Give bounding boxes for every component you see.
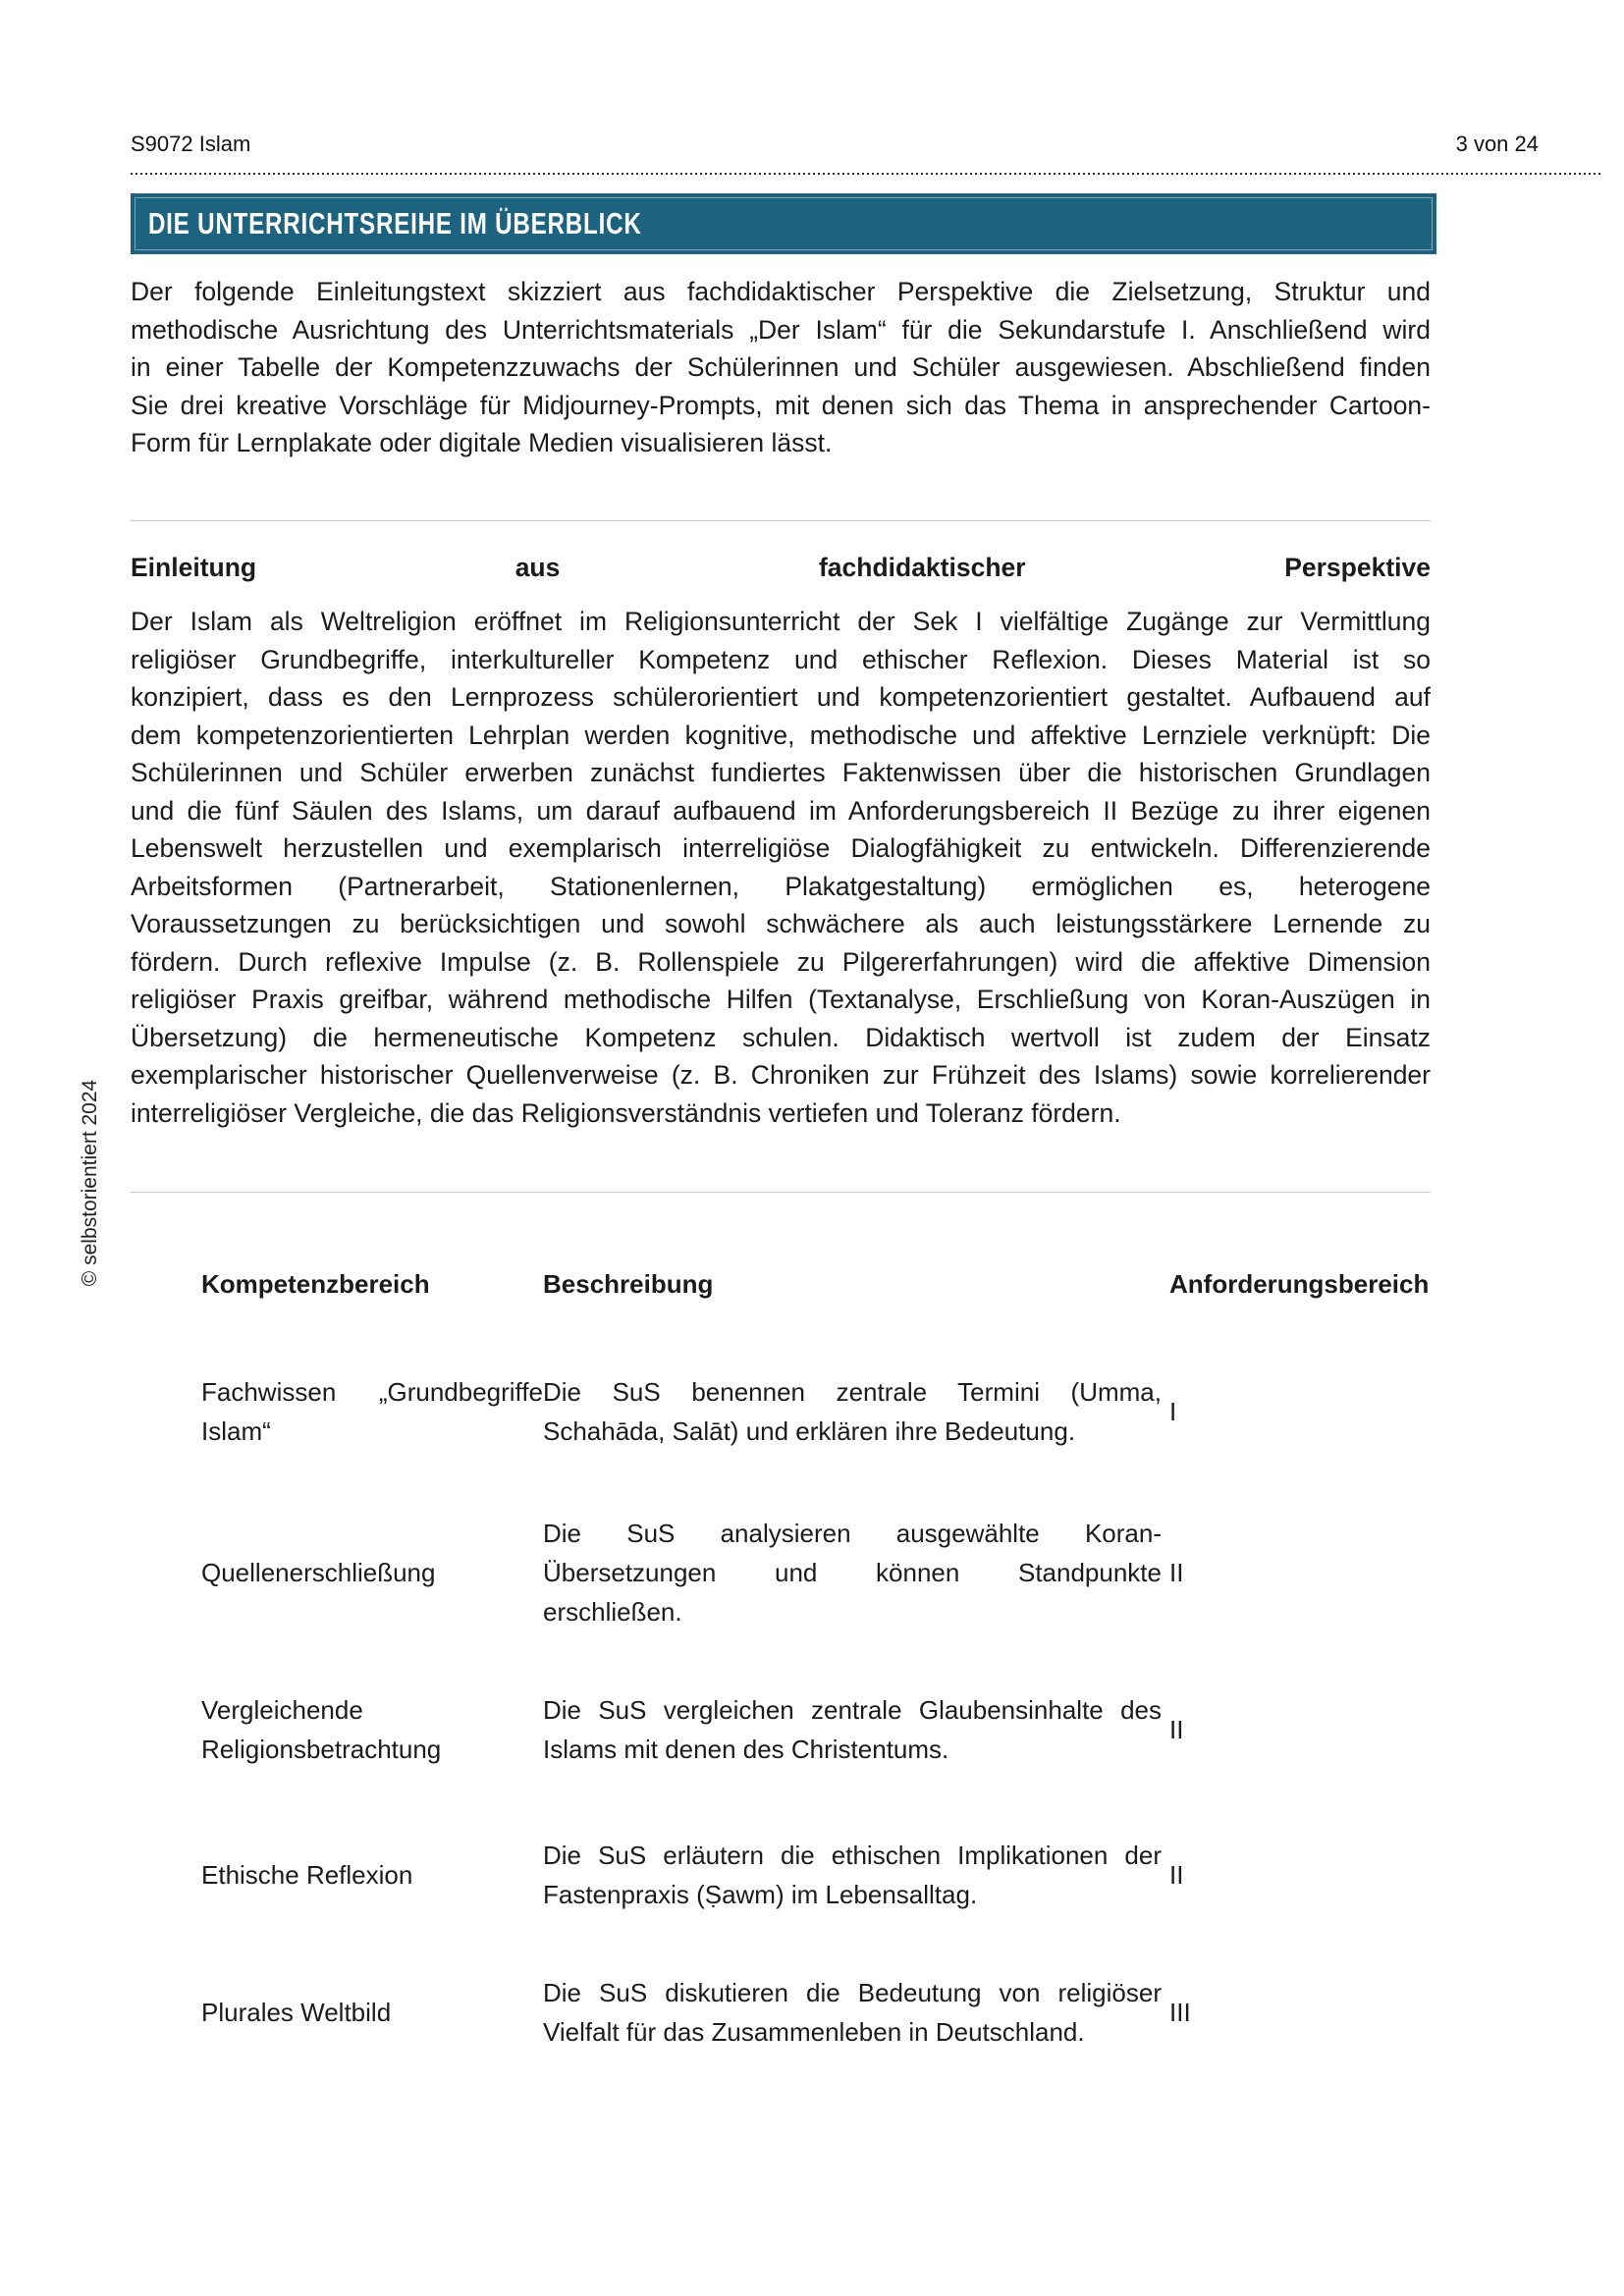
cell-line: Religionsbetrachtung bbox=[201, 1735, 442, 1764]
paragraph-line: Übersetzung) die hermeneutische Kompetenz schulen. Didaktisch wertvoll ist zudem der Einsatz bbox=[131, 1022, 1431, 1052]
table-row bbox=[131, 1836, 1431, 1914]
cell-line: Die SuS analysieren ausgewählte Koran- bbox=[543, 1519, 1162, 1548]
cell-kompetenzbereich bbox=[131, 1855, 543, 1895]
table-header-row bbox=[131, 1264, 1431, 1304]
table-row bbox=[131, 1372, 1431, 1451]
section-divider bbox=[131, 520, 1431, 521]
page-header bbox=[131, 132, 1539, 157]
cell-beschreibung bbox=[543, 1690, 1162, 1769]
column-header-kompetenzbereich: Kompetenzbereich bbox=[201, 1269, 430, 1299]
cell-line: Fachwissen „Grundbegriffe bbox=[201, 1377, 543, 1407]
paragraph-line: Der Islam als Weltreligion eröffnet im Religionsunterricht der Sek I vielfältige Zugänge zur Vermittlung bbox=[131, 607, 1431, 636]
paragraph-line: Schülerinnen und Schüler erwerben zunächst fundiertes Faktenwissen über die historischen Grundlagen bbox=[131, 758, 1431, 787]
paragraph-line: methodische Ausrichtung des Unterrichtsmaterials „Der Islam“ für die Sekundarstufe I. Anschließend wird bbox=[131, 314, 1431, 345]
banner-title: DIE UNTERRICHTSREIHE IM ÜBERBLICK bbox=[147, 206, 642, 240]
cell-line: Quellenerschließung bbox=[201, 1558, 436, 1587]
paragraph-line: fördern. Durch reflexive Impulse (z. B. Rollenspiele zu Pilgererfahrungen) wird die affektive Dimension bbox=[131, 946, 1431, 977]
doc-code: S9072 Islam bbox=[131, 132, 251, 156]
paragraph-line: in einer Tabelle der Kompetenzzuwachs der Schülerinnen und Schüler ausgewiesen. Abschließend finden bbox=[131, 352, 1431, 382]
cell-line: Ethische Reflexion bbox=[201, 1860, 413, 1890]
paragraph-line: religiöser Praxis greifbar, während methodische Hilfen (Textanalyse, Erschließung von Koran-Auszügen in bbox=[131, 985, 1431, 1014]
section-divider bbox=[131, 1192, 1431, 1193]
cell-kompetenzbereich bbox=[131, 1372, 543, 1451]
intro-paragraph bbox=[131, 273, 1431, 462]
cell-anforderungsbereich: II bbox=[1169, 1558, 1184, 1587]
heading-word: aus bbox=[514, 553, 561, 582]
cell-beschreibung bbox=[543, 1372, 1162, 1451]
column-header-anforderungsbereich: Anforderungsbereich bbox=[1169, 1269, 1430, 1299]
paragraph-line: Voraussetzungen zu berücksichtigen und sowohl schwächere als auch leistungsstärkere Lernende zu bbox=[131, 909, 1431, 938]
section-heading bbox=[131, 553, 1431, 583]
cell-line: Die SuS erläutern die ethischen Implikationen der bbox=[543, 1841, 1162, 1870]
paragraph-line: konzipiert, dass es den Lernprozess schülerorientiert und kompetenzorientiert gestaltet. Aufbauend auf bbox=[131, 682, 1431, 712]
cell-anforderungsbereich: II bbox=[1169, 1715, 1184, 1744]
heading-word: Einleitung bbox=[131, 553, 257, 582]
cell-kompetenzbereich bbox=[131, 1690, 543, 1769]
cell-anforderungsbereich: II bbox=[1169, 1860, 1184, 1890]
heading-word: fachdidaktischer bbox=[818, 553, 1026, 582]
column-header-beschreibung: Beschreibung bbox=[543, 1269, 714, 1299]
table-row bbox=[131, 1973, 1431, 2052]
paragraph-line: Form für Lernplakate oder digitale Medien visualisieren lässt. bbox=[131, 428, 833, 457]
cell-anforderungsbereich: I bbox=[1169, 1397, 1177, 1426]
table-row bbox=[131, 1514, 1431, 1631]
paragraph-line: exemplarischer historischer Quellenverweise (z. B. Chroniken zur Frühzeit des Islams) sowie korrelierender bbox=[131, 1060, 1431, 1090]
cell-line: erschließen. bbox=[543, 1597, 682, 1627]
cell-beschreibung bbox=[543, 1514, 1162, 1631]
cell-line: Schahāda, Salāt) und erklären ihre Bedeutung. bbox=[543, 1416, 1076, 1446]
competence-table bbox=[131, 1264, 1431, 2052]
copyright-vertical-text: © selbstorientiert 2024 bbox=[79, 1079, 101, 1287]
cell-line: Islam“ bbox=[201, 1416, 271, 1446]
paragraph-line: religiöser Grundbegriffe, interkultureller Kompetenz und ethischer Reflexion. Dieses Material ist so bbox=[131, 644, 1431, 674]
cell-kompetenzbereich bbox=[131, 1553, 543, 1592]
paragraph-line: Sie drei kreative Vorschläge für Midjourney-Prompts, mit denen sich das Thema in ansprechender Cartoon- bbox=[131, 390, 1431, 420]
cell-line: Plurales Weltbild bbox=[201, 1998, 392, 2027]
paragraph-line: dem kompetenzorientierten Lehrplan werden kognitive, methodische und affektive Lernziele verknüpft: Die bbox=[131, 720, 1431, 750]
heading-word: Perspektive bbox=[1284, 553, 1431, 582]
paragraph-line: Arbeitsformen (Partnerarbeit, Stationenlernen, Plakatgestaltung) ermöglichen es, heterogene bbox=[131, 871, 1431, 901]
paragraph-line: interreligiöser Vergleiche, die das Religionsverständnis vertiefen und Toleranz fördern. bbox=[131, 1097, 1121, 1128]
cell-beschreibung bbox=[543, 1973, 1162, 2052]
main-paragraph bbox=[131, 603, 1431, 1132]
cell-line: Die SuS benennen zentrale Termini (Umma, bbox=[543, 1377, 1162, 1407]
cell-line: Vielfalt für das Zusammenleben in Deutschland. bbox=[543, 2017, 1085, 2047]
page-number: 3 von 24 bbox=[1455, 132, 1539, 156]
cell-line: Islams mit denen des Christentums. bbox=[543, 1735, 949, 1764]
cell-line: Fastenpraxis (Ṣawm) im Lebensalltag. bbox=[543, 1880, 978, 1909]
paragraph-line: Der folgende Einleitungstext skizziert aus fachdidaktischer Perspektive die Zielsetzung, Struktur und bbox=[131, 277, 1431, 306]
cell-line: Die SuS diskutieren die Bedeutung von religiöser bbox=[543, 1978, 1162, 2007]
section-banner bbox=[131, 193, 1436, 254]
cell-anforderungsbereich: III bbox=[1169, 1998, 1191, 2027]
cell-line: Übersetzungen und können Standpunkte bbox=[543, 1558, 1162, 1587]
cell-beschreibung bbox=[543, 1836, 1162, 1914]
cell-kompetenzbereich bbox=[131, 1993, 543, 2032]
paragraph-line: und die fünf Säulen des Islams, um darauf aufbauend im Anforderungsbereich II Bezüge zu ihrer eigenen bbox=[131, 795, 1431, 826]
header-dotted-rule bbox=[131, 173, 1603, 175]
table-row bbox=[131, 1690, 1431, 1769]
cell-line: Vergleichende bbox=[201, 1695, 363, 1725]
paragraph-line: Lebenswelt herzustellen und exemplarisch interreligiöse Dialogfähigkeit zu entwickeln. Differenzierende bbox=[131, 833, 1431, 863]
cell-line: Die SuS vergleichen zentrale Glaubensinhalte des bbox=[543, 1695, 1162, 1725]
